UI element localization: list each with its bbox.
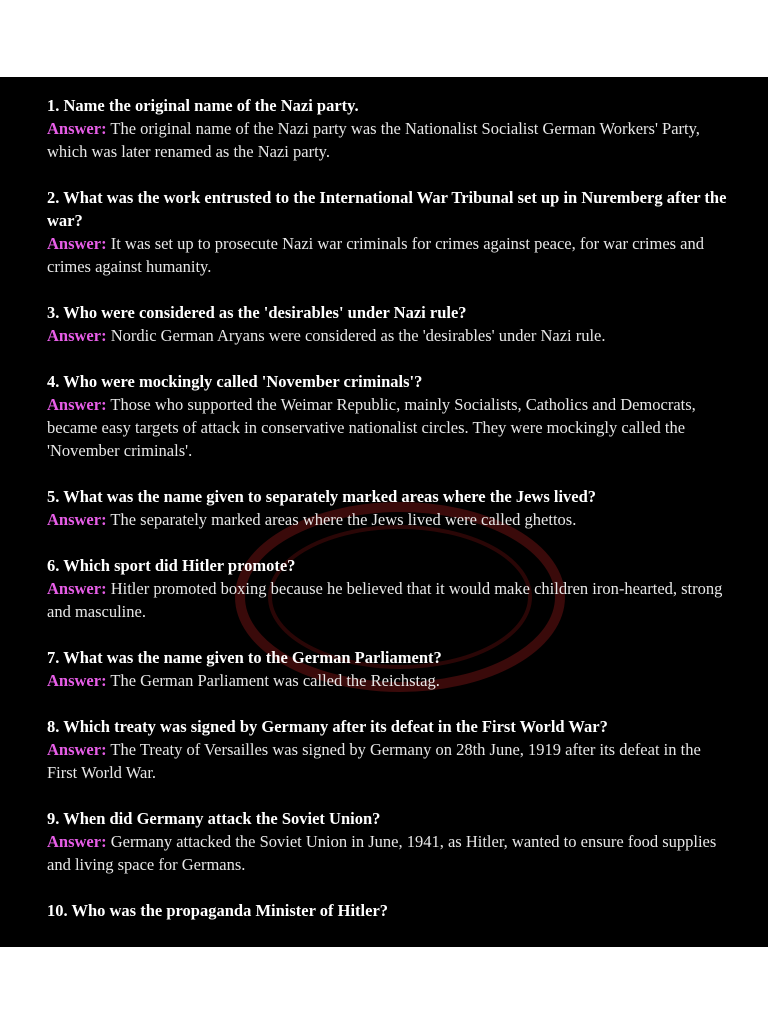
qa-item [47,715,730,784]
qa-list [47,94,730,945]
answer-text [47,232,730,278]
question-text: 3. Who were considered as the 'desirables' under Nazi rule? [47,303,467,322]
qa-item [47,94,730,163]
qa-item [47,186,730,278]
answer-body: The Treaty of Versailles was signed by Germany on 28th June, 1919 after its defeat in the First World War. [47,740,701,782]
answer-text [47,669,730,692]
question-text: 1. Name the original name of the Nazi party. [47,96,359,115]
answer-text [47,508,730,531]
qa-item [47,301,730,347]
answer-body: It was set up to prosecute Nazi war criminals for crimes against peace, for war crimes and crimes against humanity. [47,234,705,276]
answer-label: Answer: [47,326,107,345]
question-text: 9. When did Germany attack the Soviet Union? [47,809,381,828]
answer-body: Hitler promoted boxing because he believed that it would make children iron-hearted, strong and masculine. [47,579,723,621]
answer-text [47,738,730,784]
answer-body: The separately marked areas where the Jews lived were called ghettos. [110,510,577,529]
answer-label: Answer: [47,832,107,851]
question-text: 7. What was the name given to the German Parliament? [47,648,442,667]
qa-item [47,646,730,692]
answer-text [47,117,730,163]
question-text: 5. What was the name given to separately marked areas where the Jews lived? [47,487,597,506]
answer-body: The German Parliament was called the Reichstag. [110,671,440,690]
answer-label: Answer: [47,510,107,529]
qa-item [47,807,730,876]
question-text: 10. Who was the propaganda Minister of Hitler? [47,901,389,920]
question-text: 6. Which sport did Hitler promote? [47,556,296,575]
answer-label: Answer: [47,740,107,759]
answer-body: Germany attacked the Soviet Union in June, 1941, as Hitler, wanted to ensure food supplies and living space for Germans. [47,832,717,874]
question-text: 2. What was the work entrusted to the International War Tribunal set up in Nuremberg after the war? [47,188,727,230]
answer-label: Answer: [47,119,107,138]
answer-text [47,393,730,462]
qa-item [47,899,730,922]
answer-label: Answer: [47,234,107,253]
question-text: 8. Which treaty was signed by Germany after its defeat in the First World War? [47,717,608,736]
answer-text [47,830,730,876]
qa-item [47,554,730,623]
question-text: 4. Who were mockingly called 'November criminals'? [47,372,423,391]
qa-item [47,370,730,462]
answer-label: Answer: [47,395,107,414]
answer-body: Nordic German Aryans were considered as the 'desirables' under Nazi rule. [110,326,606,345]
answer-body: The original name of the Nazi party was the Nationalist Socialist German Workers' Party, which was later renamed as the Nazi party. [47,119,700,161]
answer-text [47,324,730,347]
answer-body: Those who supported the Weimar Republic, mainly Socialists, Catholics and Democrats, became easy targets of attack in conservative nationalist circles. They were mockingly called the 'November criminals'. [47,395,696,460]
answer-label: Answer: [47,579,107,598]
answer-text [47,577,730,623]
answer-label: Answer: [47,671,107,690]
document-page [0,77,768,947]
qa-item [47,485,730,531]
